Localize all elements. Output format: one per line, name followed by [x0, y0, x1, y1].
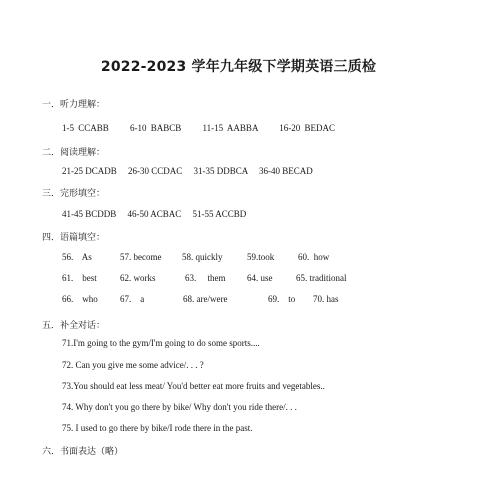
answer-line: 21-25 DCADB 26-30 CCDAC 31-35 DDBCA 36-40 BECAD: [62, 166, 313, 176]
answer-item: 62. works: [120, 273, 156, 283]
answer-item: 60. how: [298, 252, 330, 262]
answer-line: 41-45 BCDDB 46-50 ACBAC 51-55 ACCBD: [62, 209, 247, 219]
answer-line: 73.You should eat less meat/ You'd better eat more fruits and vegetables..: [62, 381, 325, 391]
section-heading-dialogue: 五．补全对话：: [42, 321, 106, 331]
answer-line: 1-5 CCABB 6-10 BABCB 11-15 AABBA 16-20 BEDAC: [62, 123, 335, 133]
page-title: 2022-2023 学年九年级下学期英语三质检: [100, 59, 377, 75]
answer-item: 67. a: [120, 294, 145, 304]
answer-line: 74. Why don't you go there by bike/ Why don't you ride there/. . .: [62, 402, 297, 412]
section-heading-reading: 二．阅读理解：: [42, 148, 106, 158]
answer-item: 64. use: [247, 273, 273, 283]
answer-item: 57. become: [120, 252, 162, 262]
answer-item: 59.took: [247, 252, 275, 262]
answer-line: 75. I used to go there by bike/I rode there in the past.: [62, 423, 253, 433]
answer-item: 65. traditional: [296, 273, 347, 283]
answer-item: 68. are/were: [183, 294, 228, 304]
answer-line: 71.I'm going to the gym/I'm going to do some sports....: [62, 338, 260, 348]
section-heading-listening: 一．听力理解：: [42, 100, 106, 110]
answer-item: 66. who: [62, 294, 98, 304]
answer-item: 58. quickly: [182, 252, 223, 262]
answer-item: 63. them: [185, 273, 226, 283]
answer-item: 61. best: [62, 273, 97, 283]
section-heading-passage-fill: 四．语篇填空：: [42, 233, 106, 243]
answer-item: 69. to: [268, 294, 296, 304]
answer-item: 56. As: [62, 252, 92, 262]
answer-item: 70. has: [313, 294, 339, 304]
section-heading-cloze: 三．完形填空：: [42, 189, 106, 199]
answer-line: 72. Can you give me some advice/. . . ?: [62, 360, 204, 370]
section-heading-writing: 六．书面表达（略）: [42, 447, 124, 457]
